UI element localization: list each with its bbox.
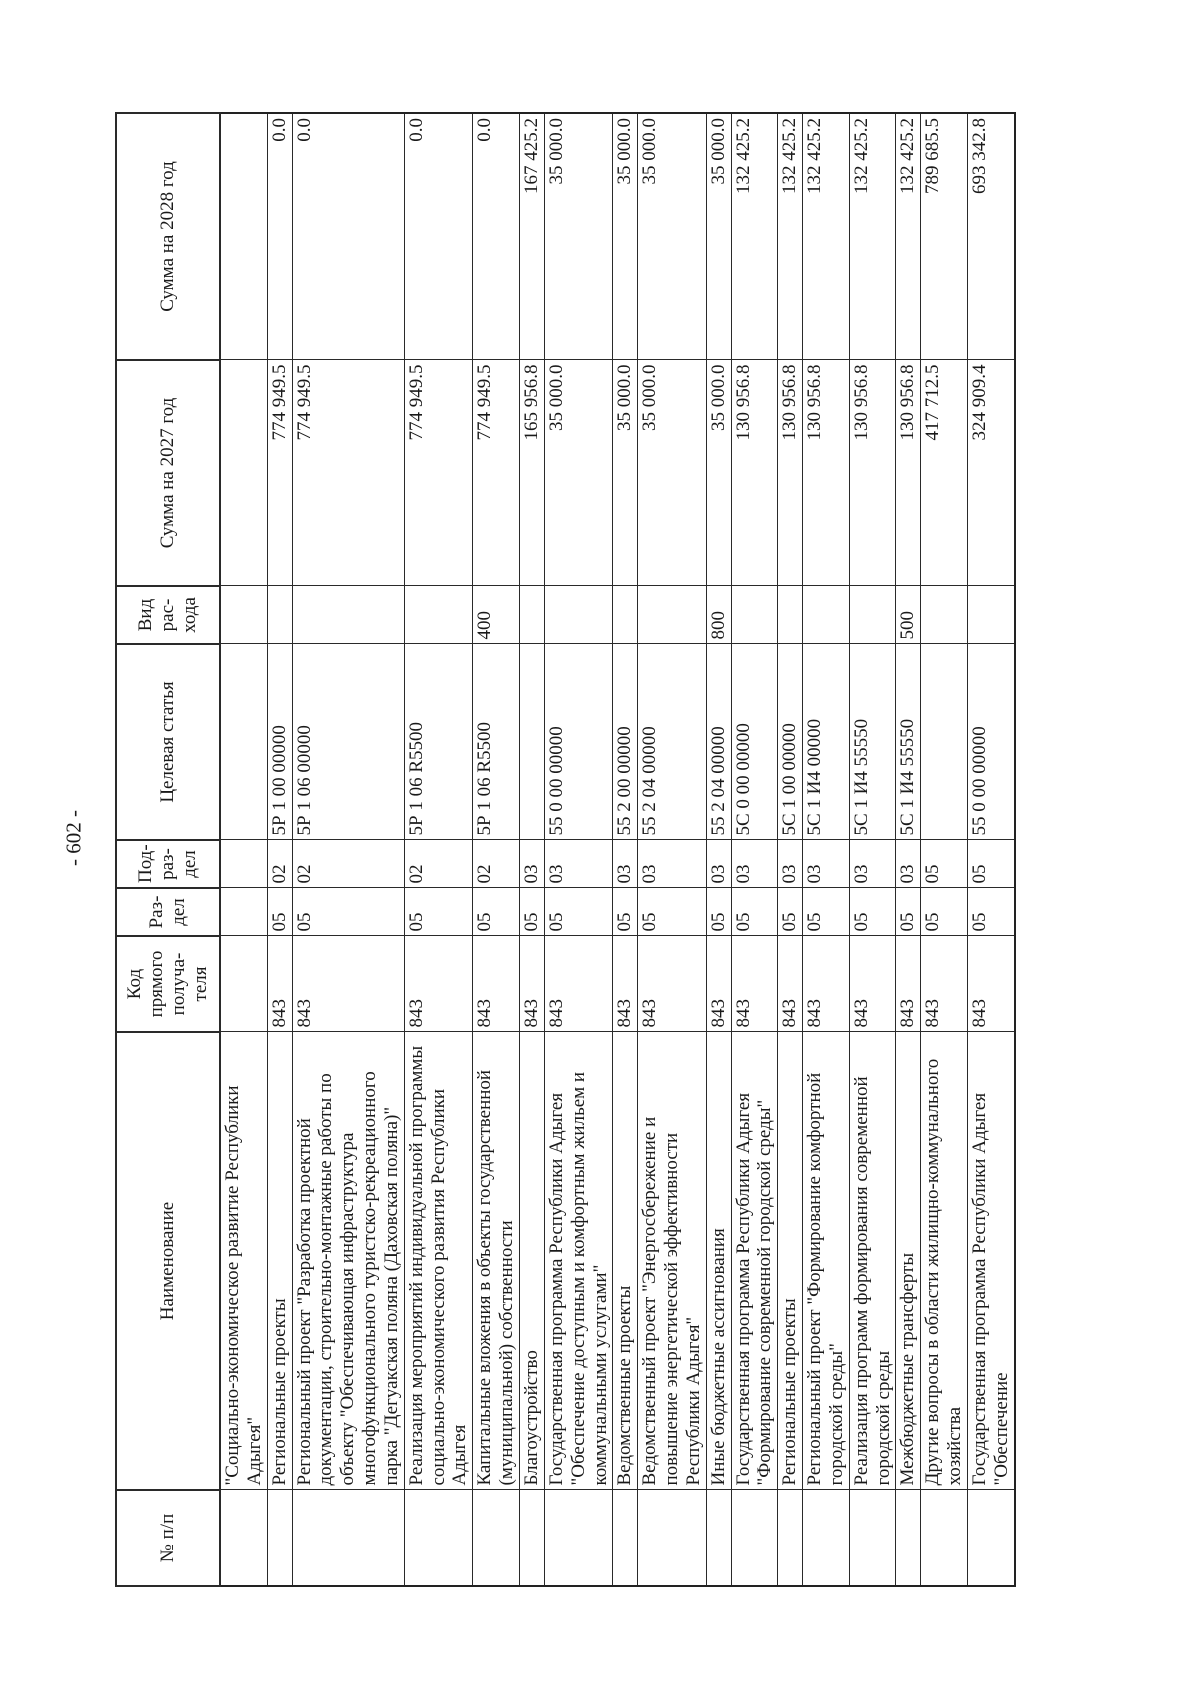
row-recipient: 843 <box>968 936 1015 1032</box>
row-name: Государственная программа Республики Адыгея "Обеспечение доступным и комфортным жильем и коммунальными услугами" <box>544 1032 613 1490</box>
row-subsection: 03 <box>519 840 544 888</box>
row-name: Региональные проекты <box>778 1032 803 1490</box>
row-num <box>220 1490 267 1586</box>
row-section: 05 <box>267 888 292 936</box>
table-row <box>404 113 473 1586</box>
table-row <box>849 113 896 1586</box>
table-row <box>267 113 292 1586</box>
table-row <box>638 113 707 1586</box>
row-recipient: 843 <box>706 936 731 1032</box>
row-section <box>220 888 267 936</box>
row-expense-type <box>778 586 803 644</box>
row-sum-2028: 35 000.0 <box>706 113 731 360</box>
row-section: 05 <box>706 888 731 936</box>
row-target: 5Р 1 06 00000 <box>292 644 404 840</box>
row-sum-2028 <box>220 113 267 360</box>
row-sum-2028: 35 000.0 <box>613 113 638 360</box>
row-target: 5Р 1 00 00000 <box>267 644 292 840</box>
row-subsection: 02 <box>292 840 404 888</box>
row-subsection: 02 <box>473 840 520 888</box>
row-target: 55 2 04 00000 <box>638 644 707 840</box>
row-sum-2027: 774 949.5 <box>292 360 404 586</box>
table-row <box>921 113 968 1586</box>
row-expense-type <box>638 586 707 644</box>
row-recipient <box>220 936 267 1032</box>
row-target: 5С 1 И4 55550 <box>849 644 896 840</box>
row-subsection: 03 <box>778 840 803 888</box>
row-section: 05 <box>849 888 896 936</box>
row-recipient: 843 <box>404 936 473 1032</box>
row-section: 05 <box>921 888 968 936</box>
row-name: Региональный проект "Формирование комфортной городской среды" <box>803 1032 850 1490</box>
row-name: Государственная программа Республики Адыгея "Формирование современной городской среды" <box>731 1032 778 1490</box>
row-sum-2027: 774 949.5 <box>404 360 473 586</box>
row-sum-2028: 132 425.2 <box>896 113 921 360</box>
row-recipient: 843 <box>473 936 520 1032</box>
row-target <box>921 644 968 840</box>
row-expense-type <box>292 586 404 644</box>
row-name: Региональный проект "Разработка проектной документации, строительно-монтажные работы по объекту "Обеспечивающая инфраструктура многофункционального туристско-рекреационного парка "Дегуакская поляна (Даховская поляна)" <box>292 1032 404 1490</box>
row-subsection: 03 <box>803 840 850 888</box>
table-row <box>473 113 520 1586</box>
header-expense-type: Вид рас-хода <box>116 586 220 644</box>
row-expense-type <box>731 586 778 644</box>
row-expense-type <box>613 586 638 644</box>
row-target: 5Р 1 06 R5500 <box>473 644 520 840</box>
row-sum-2028: 789 685.5 <box>921 113 968 360</box>
row-expense-type <box>849 586 896 644</box>
row-subsection: 03 <box>731 840 778 888</box>
row-name: Благоустройство <box>519 1032 544 1490</box>
row-name: Иные бюджетные ассигнования <box>706 1032 731 1490</box>
row-recipient: 843 <box>731 936 778 1032</box>
row-name: Региональные проекты <box>267 1032 292 1490</box>
row-name: Капитальные вложения в объекты государственной (муниципальной) собственности <box>473 1032 520 1490</box>
row-target: 55 2 00 00000 <box>613 644 638 840</box>
row-sum-2028: 35 000.0 <box>638 113 707 360</box>
row-num <box>638 1490 707 1586</box>
row-sum-2028: 132 425.2 <box>778 113 803 360</box>
row-num <box>613 1490 638 1586</box>
row-target: 55 2 04 00000 <box>706 644 731 840</box>
row-sum-2028: 132 425.2 <box>849 113 896 360</box>
row-num <box>778 1490 803 1586</box>
row-subsection: 03 <box>544 840 613 888</box>
row-name: "Социально-экономическое развитие Республики Адыгея" <box>220 1032 267 1490</box>
row-expense-type <box>220 586 267 644</box>
row-sum-2028: 167 425.2 <box>519 113 544 360</box>
row-sum-2027: 130 956.8 <box>731 360 778 586</box>
row-num <box>896 1490 921 1586</box>
row-expense-type <box>544 586 613 644</box>
row-num <box>473 1490 520 1586</box>
row-sum-2028: 0.0 <box>292 113 404 360</box>
row-sum-2027: 417 712.5 <box>921 360 968 586</box>
row-section: 05 <box>544 888 613 936</box>
row-expense-type <box>404 586 473 644</box>
row-section: 05 <box>896 888 921 936</box>
row-sum-2027: 324 909.4 <box>968 360 1015 586</box>
table-row <box>292 113 404 1586</box>
row-target: 5Р 1 06 R5500 <box>404 644 473 840</box>
row-name: Ведомственный проект "Энергосбережение и повышение энергетической эффективности Республики Адыгея" <box>638 1032 707 1490</box>
row-num <box>968 1490 1015 1586</box>
row-sum-2028: 0.0 <box>473 113 520 360</box>
row-section: 05 <box>519 888 544 936</box>
row-sum-2027: 774 949.5 <box>473 360 520 586</box>
row-sum-2028: 693 342.8 <box>968 113 1015 360</box>
row-sum-2028: 35 000.0 <box>544 113 613 360</box>
row-section: 05 <box>404 888 473 936</box>
rotated-table-wrapper <box>115 114 1073 1587</box>
row-recipient: 843 <box>803 936 850 1032</box>
row-num <box>404 1490 473 1586</box>
table-row <box>544 113 613 1586</box>
row-subsection: 02 <box>404 840 473 888</box>
budget-table <box>115 112 1016 1587</box>
row-target <box>220 644 267 840</box>
header-num: № п/п <box>116 1490 220 1586</box>
row-recipient: 843 <box>896 936 921 1032</box>
row-num <box>849 1490 896 1586</box>
row-expense-type <box>803 586 850 644</box>
row-target: 55 0 00 00000 <box>544 644 613 840</box>
row-num <box>706 1490 731 1586</box>
row-sum-2028: 132 425.2 <box>731 113 778 360</box>
header-section: Раз-дел <box>116 888 220 936</box>
header-sum-2028: Сумма на 2028 год <box>116 113 220 360</box>
table-row <box>519 113 544 1586</box>
row-subsection: 03 <box>849 840 896 888</box>
header-subsection: Под-раз-дел <box>116 840 220 888</box>
row-num <box>267 1490 292 1586</box>
row-section: 05 <box>613 888 638 936</box>
row-sum-2027: 35 000.0 <box>544 360 613 586</box>
row-expense-type: 500 <box>896 586 921 644</box>
row-section: 05 <box>803 888 850 936</box>
row-subsection: 02 <box>267 840 292 888</box>
row-num <box>731 1490 778 1586</box>
page-number: - 602 - <box>61 810 86 866</box>
header-sum-2027: Сумма на 2027 год <box>116 360 220 586</box>
row-expense-type <box>921 586 968 644</box>
row-subsection: 05 <box>968 840 1015 888</box>
row-sum-2027: 35 000.0 <box>706 360 731 586</box>
row-expense-type: 800 <box>706 586 731 644</box>
row-num <box>921 1490 968 1586</box>
table-row <box>731 113 778 1586</box>
row-sum-2027: 130 956.8 <box>849 360 896 586</box>
header-target: Целевая статья <box>116 644 220 840</box>
row-sum-2027: 130 956.8 <box>803 360 850 586</box>
row-subsection: 03 <box>613 840 638 888</box>
row-recipient: 843 <box>849 936 896 1032</box>
row-target: 5С 1 И4 00000 <box>803 644 850 840</box>
row-section: 05 <box>968 888 1015 936</box>
row-recipient: 843 <box>267 936 292 1032</box>
row-sum-2027: 130 956.8 <box>778 360 803 586</box>
row-sum-2027: 35 000.0 <box>638 360 707 586</box>
header-row <box>116 113 220 1586</box>
row-subsection: 03 <box>896 840 921 888</box>
table-row <box>706 113 731 1586</box>
row-target <box>519 644 544 840</box>
row-target: 5С 1 И4 55550 <box>896 644 921 840</box>
table-row <box>896 113 921 1586</box>
row-sum-2027: 130 956.8 <box>896 360 921 586</box>
table-body <box>220 113 1015 1586</box>
row-name: Ведомственные проекты <box>613 1032 638 1490</box>
row-subsection: 05 <box>921 840 968 888</box>
row-section: 05 <box>731 888 778 936</box>
row-section: 05 <box>292 888 404 936</box>
row-num <box>544 1490 613 1586</box>
row-sum-2027 <box>220 360 267 586</box>
row-sum-2027: 165 956.8 <box>519 360 544 586</box>
row-expense-type <box>267 586 292 644</box>
row-num <box>803 1490 850 1586</box>
row-subsection: 03 <box>706 840 731 888</box>
table-row <box>803 113 850 1586</box>
row-recipient: 843 <box>544 936 613 1032</box>
row-subsection <box>220 840 267 888</box>
row-recipient: 843 <box>292 936 404 1032</box>
row-name: Межбюджетные трансферты <box>896 1032 921 1490</box>
row-name: Реализация мероприятий индивидуальной программы социально-экономического развития Республики Адыгея <box>404 1032 473 1490</box>
row-name: Другие вопросы в области жилищно-коммунального хозяйства <box>921 1032 968 1490</box>
row-recipient: 843 <box>519 936 544 1032</box>
row-target: 5С 1 00 00000 <box>778 644 803 840</box>
table-row <box>968 113 1015 1586</box>
row-sum-2028: 132 425.2 <box>803 113 850 360</box>
row-recipient: 843 <box>613 936 638 1032</box>
header-recipient: Код прямого получа-теля <box>116 936 220 1032</box>
row-name: Реализация программ формирования современной городской среды <box>849 1032 896 1490</box>
row-subsection: 03 <box>638 840 707 888</box>
row-expense-type <box>519 586 544 644</box>
table-row <box>613 113 638 1586</box>
row-sum-2028: 0.0 <box>404 113 473 360</box>
row-sum-2028: 0.0 <box>267 113 292 360</box>
row-expense-type <box>968 586 1015 644</box>
row-section: 05 <box>638 888 707 936</box>
row-target: 55 0 00 00000 <box>968 644 1015 840</box>
header-name: Наименование <box>116 1032 220 1490</box>
row-recipient: 843 <box>638 936 707 1032</box>
table-row <box>220 113 267 1586</box>
row-recipient: 843 <box>778 936 803 1032</box>
row-recipient: 843 <box>921 936 968 1032</box>
row-expense-type: 400 <box>473 586 520 644</box>
row-name: Государственная программа Республики Адыгея "Обеспечение <box>968 1032 1015 1490</box>
row-num <box>519 1490 544 1586</box>
row-sum-2027: 774 949.5 <box>267 360 292 586</box>
row-sum-2027: 35 000.0 <box>613 360 638 586</box>
row-target: 5С 0 00 00000 <box>731 644 778 840</box>
table-row <box>778 113 803 1586</box>
row-section: 05 <box>473 888 520 936</box>
row-num <box>292 1490 404 1586</box>
row-section: 05 <box>778 888 803 936</box>
